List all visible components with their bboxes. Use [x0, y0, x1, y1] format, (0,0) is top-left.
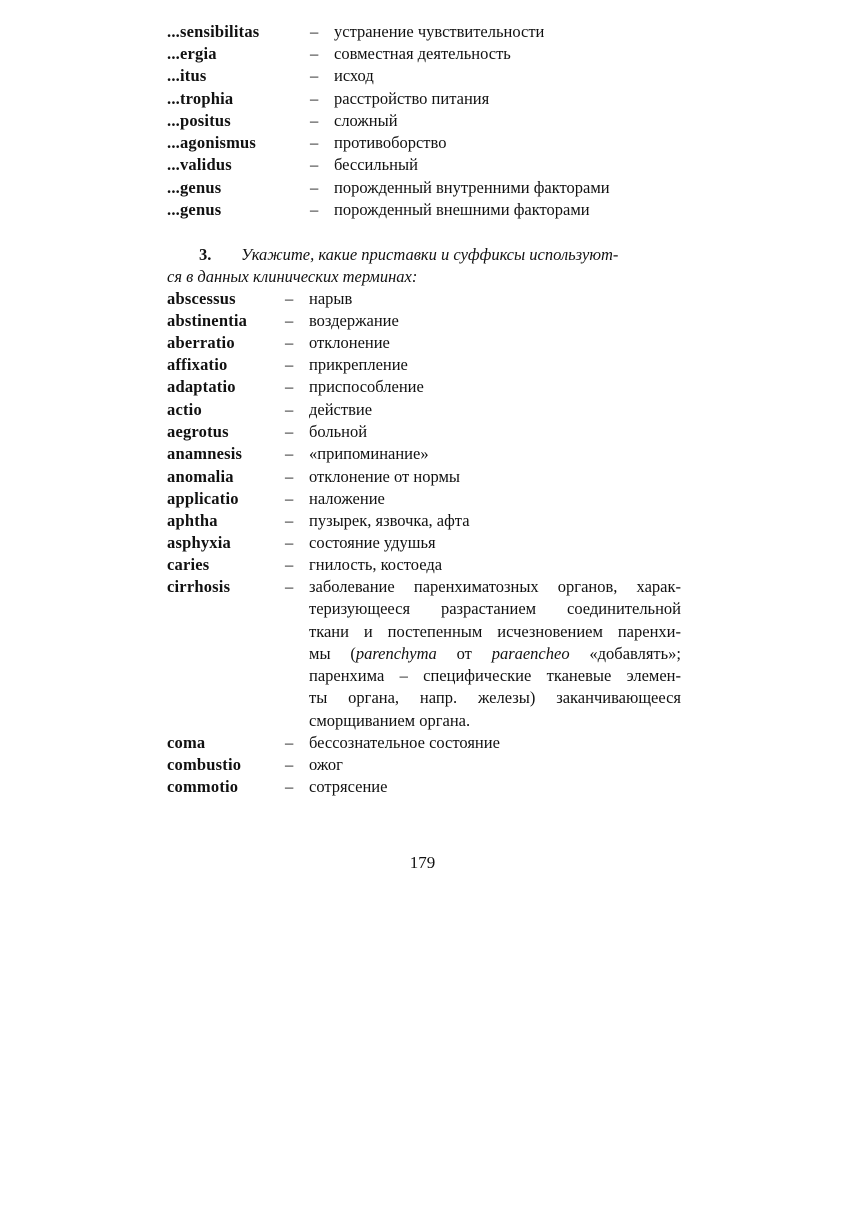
definition: бессильный: [334, 155, 418, 174]
term: ...ergia: [167, 44, 217, 63]
definition-text: мы (: [309, 643, 356, 663]
definition: отклонение от нормы: [309, 467, 460, 486]
definition: сложный: [334, 111, 398, 130]
definition-line: теризующееся разрастанием соединительной: [309, 599, 681, 619]
dash: –: [285, 533, 294, 552]
definition: расстройство питания: [334, 89, 490, 108]
definition: противоборство: [334, 133, 447, 152]
dash: –: [310, 22, 319, 41]
term: aegrotus: [167, 422, 229, 441]
definition-line: ты органа, напр. железы) заканчивающееся: [309, 688, 681, 708]
definition-line: паренхима – специфические тканевые элемен-: [309, 666, 681, 686]
definition: состояние удушья: [309, 533, 436, 552]
dash: –: [285, 400, 294, 419]
exercise-text-line-1: Укажите, какие приставки и суффиксы используют-: [241, 245, 619, 264]
term: adaptatio: [167, 377, 236, 396]
term: ...itus: [167, 66, 207, 85]
dash: –: [285, 777, 294, 796]
dash: –: [285, 289, 294, 308]
dash: –: [310, 89, 319, 108]
dash: –: [285, 311, 294, 330]
term: abstinentia: [167, 311, 248, 330]
latin-term: paraencheo: [491, 643, 570, 663]
definition: устранение чувствительности: [334, 22, 545, 41]
term: anamnesis: [167, 444, 243, 463]
term: cirrhosis: [167, 577, 231, 596]
dash: –: [285, 377, 294, 396]
term: actio: [167, 400, 202, 419]
term: aberratio: [167, 333, 235, 352]
term: aphtha: [167, 511, 218, 530]
term: ...genus: [167, 200, 222, 219]
dash: –: [310, 133, 319, 152]
definition-line: ткани и постепенным исчезновением паренхи-: [309, 621, 681, 641]
page-number: 179: [409, 853, 436, 872]
exercise-text-line-2: ся в данных клинических терминах:: [167, 267, 418, 286]
definition: [309, 576, 681, 732]
dash: –: [310, 111, 319, 130]
exercise-heading: [167, 244, 682, 288]
definition: нарыв: [309, 289, 353, 308]
definition: отклонение: [309, 333, 390, 352]
dash: –: [285, 489, 294, 508]
definition-line: заболевание паренхиматозных органов, харак-: [309, 577, 681, 596]
dash: –: [310, 155, 319, 174]
term: coma: [167, 733, 206, 752]
definition: совместная деятельность: [334, 44, 511, 63]
dash: –: [285, 733, 294, 752]
definition-line: [309, 643, 681, 665]
exercise-number: 3.: [199, 245, 212, 264]
definition: приспособление: [309, 377, 424, 396]
term: applicatio: [167, 489, 239, 508]
definition: порожденный внутренними факторами: [334, 178, 610, 197]
definition: бессознательное состояние: [309, 733, 500, 752]
definition: прикрепление: [309, 355, 408, 374]
dash: –: [285, 467, 294, 486]
definition: действие: [309, 400, 373, 419]
term: anomalia: [167, 467, 234, 486]
dash: –: [285, 444, 294, 463]
term: ...agonismus: [167, 133, 257, 152]
dash: –: [285, 422, 294, 441]
term: ...trophia: [167, 89, 234, 108]
term: ...sensibilitas: [167, 22, 260, 41]
dash: –: [285, 577, 294, 596]
definition-line: сморщиванием органа.: [309, 710, 471, 730]
definition: больной: [309, 422, 368, 441]
definition: воздержание: [309, 311, 399, 330]
definition: наложение: [309, 489, 385, 508]
dash: –: [310, 178, 319, 197]
definition: пузырек, язвочка, афта: [309, 511, 470, 530]
definition: гнилость, костоеда: [309, 555, 443, 574]
definition: порожденный внешними факторами: [334, 200, 590, 219]
dash: –: [285, 755, 294, 774]
definition: ожог: [309, 755, 343, 774]
definition: сотрясение: [309, 777, 388, 796]
dash: –: [310, 44, 319, 63]
term: combustio: [167, 755, 242, 774]
dash: –: [285, 355, 294, 374]
term: caries: [167, 555, 210, 574]
dash: –: [310, 66, 319, 85]
latin-term: parenchyma: [355, 643, 437, 663]
term: asphyxia: [167, 533, 231, 552]
dash: –: [285, 555, 294, 574]
term: ...positus: [167, 111, 231, 130]
definition: исход: [334, 66, 374, 85]
term: ...genus: [167, 178, 222, 197]
definition-text: от: [436, 643, 492, 663]
term: ...validus: [167, 155, 232, 174]
definition: «припоминание»: [309, 444, 429, 463]
term: abscessus: [167, 289, 236, 308]
term: affixatio: [167, 355, 228, 374]
definition-text: «добавлять»;: [569, 643, 681, 663]
dash: –: [310, 200, 319, 219]
term: commotio: [167, 777, 239, 796]
dash: –: [285, 333, 294, 352]
dash: –: [285, 511, 294, 530]
